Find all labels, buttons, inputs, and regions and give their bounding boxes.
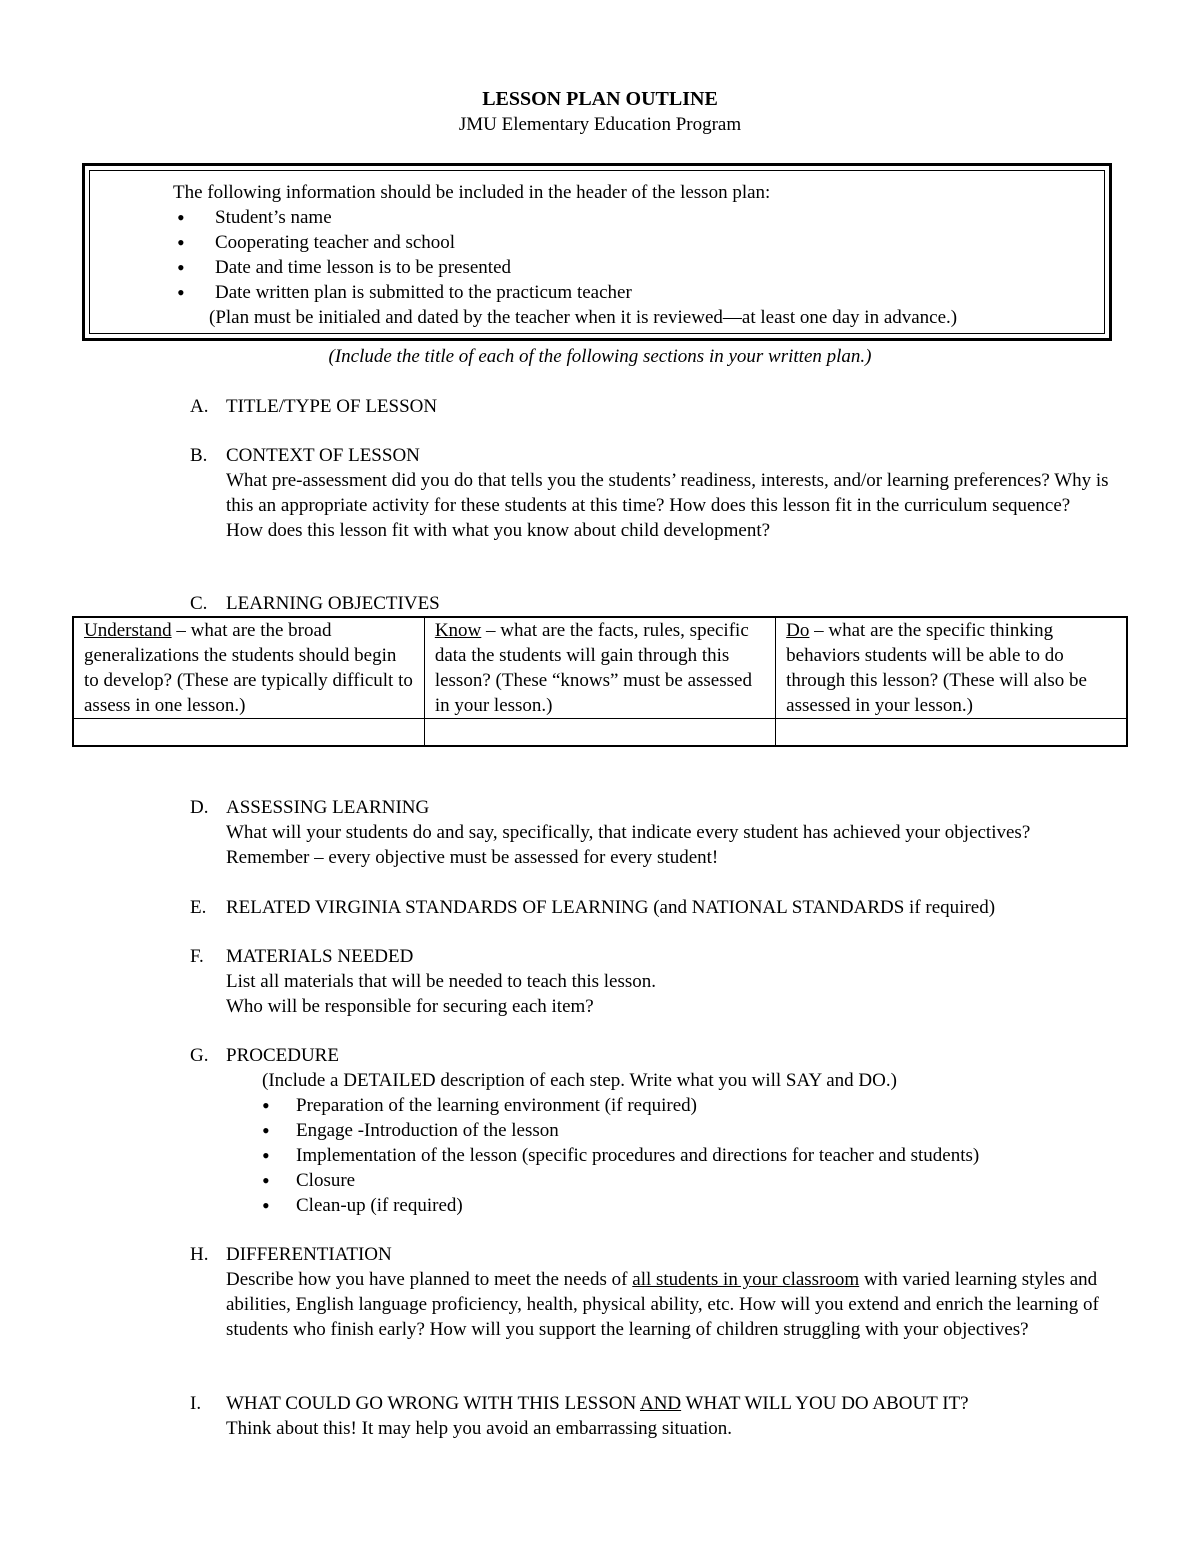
header-box-note: (Plan must be initialed and dated by the teacher when it is reviewed—at least one day in advance.) [209,307,958,328]
section-body: What pre-assessment did you do that tells you the students’ readiness, interests, and/or learning preferences? Why is this an appropriate activity for these students at this time? How does this lesson fit in the curriculum sequence? How does this lesson fit with what you know about child development? [226,470,1109,541]
understand-cell [73,617,424,719]
section-heading: CONTEXT OF LESSON [226,445,420,466]
procedure-intro: (Include a DETAILED description of each step. Write what you will SAY and DO.) [262,1070,897,1091]
section-f [190,944,1110,1019]
list-item: • Closure [262,1168,1110,1193]
heading-text: WHAT COULD GO WRONG WITH THIS LESSON [226,1393,640,1414]
empty-cell [424,719,775,747]
section-letter: D. [190,797,209,818]
section-heading: ASSESSING LEARNING [226,797,430,818]
empty-cell [73,719,424,747]
do-term: Do [786,620,810,641]
section-e [190,895,1110,920]
section-heading: TITLE/TYPE OF LESSON [226,396,438,417]
heading-underlined-text: AND [639,1393,682,1414]
body-text: with varied learning styles and abilities, English language proficiency, health, physical ability, etc. How will you extend and enrich the learning of students who finish early? How will you support the learning of children struggling with your objectives? [226,1269,1099,1340]
section-b [190,443,1110,543]
understand-text: – what are the broad generalizations the students should begin to develop? (These are typically difficult to assess in one lesson.) [84,620,413,716]
section-h [190,1242,1110,1342]
list-item: • Student’s name [173,205,632,230]
section-body-line: List all materials that will be needed to teach this lesson. [226,971,657,992]
include-titles-note: (Include the title of each of the following sections in your written plan.) [328,346,872,367]
header-box-intro: The following information should be included in the header of the lesson plan: [173,182,771,203]
section-letter: C. [190,593,208,614]
header-requirements-box [82,163,1112,341]
list-item: • Date written plan is submitted to the practicum teacher [173,280,632,305]
section-body [226,1267,1110,1342]
body-text: Describe how you have planned to meet the needs of [226,1269,633,1290]
list-item: • Implementation of the lesson (specific procedures and directions for teacher and students) [262,1143,1110,1168]
section-heading: MATERIALS NEEDED [226,946,414,967]
section-letter: A. [190,396,209,417]
section-i [190,1391,1110,1441]
section-heading [226,1391,1110,1416]
learning-objectives-table [72,616,1128,747]
know-text: – what are the facts, rules, specific data the students will gain through this lesson? (These “knows” must be assessed in your lesson.) [434,620,752,716]
header-box-list [173,205,632,305]
section-letter: H. [190,1244,209,1265]
list-item: • Engage -Introduction of the lesson [262,1118,1110,1143]
section-heading: DIFFERENTIATION [226,1244,392,1265]
section-c [190,591,1110,616]
section-a [190,394,1110,419]
section-letter: E. [190,897,207,918]
understand-term: Understand [84,620,172,641]
section-letter: G. [190,1045,209,1066]
body-underlined-text: all students in your classroom [632,1269,860,1290]
do-cell [776,617,1127,719]
section-letter: I. [190,1393,202,1414]
section-heading: RELATED VIRGINIA STANDARDS OF LEARNING (and NATIONAL STANDARDS if required) [226,897,996,918]
list-item: • Preparation of the learning environment (if required) [262,1093,1110,1118]
section-body: What will your students do and say, specifically, that indicate every student has achieved your objectives? Remember – every objective must be assessed for every student! [226,822,1031,868]
know-cell [424,617,775,719]
empty-cell [776,719,1127,747]
document-subtitle: JMU Elementary Education Program [458,114,742,135]
heading-text: WHAT WILL YOU DO ABOUT IT? [681,1393,969,1414]
list-item: • Clean-up (if required) [262,1193,1110,1218]
section-heading: PROCEDURE [226,1045,339,1066]
list-item: • Cooperating teacher and school [173,230,632,255]
section-g [190,1043,1110,1218]
list-item: • Date and time lesson is to be presented [173,255,632,280]
section-body-line: Who will be responsible for securing each item? [226,996,594,1017]
know-term: Know [434,620,482,641]
table-row [73,617,1127,719]
table-row-empty [73,719,1127,747]
section-letter: F. [190,946,204,967]
section-letter: B. [190,445,208,466]
section-heading: LEARNING OBJECTIVES [226,593,440,614]
procedure-list [262,1093,1110,1218]
section-d [190,795,1110,870]
document-title: LESSON PLAN OUTLINE [482,88,718,110]
do-text: – what are the specific thinking behaviors students will be able to do through this lesson? (These will also be assessed in your lesson.) [786,620,1087,716]
section-body: Think about this! It may help you avoid an embarrassing situation. [226,1418,733,1439]
